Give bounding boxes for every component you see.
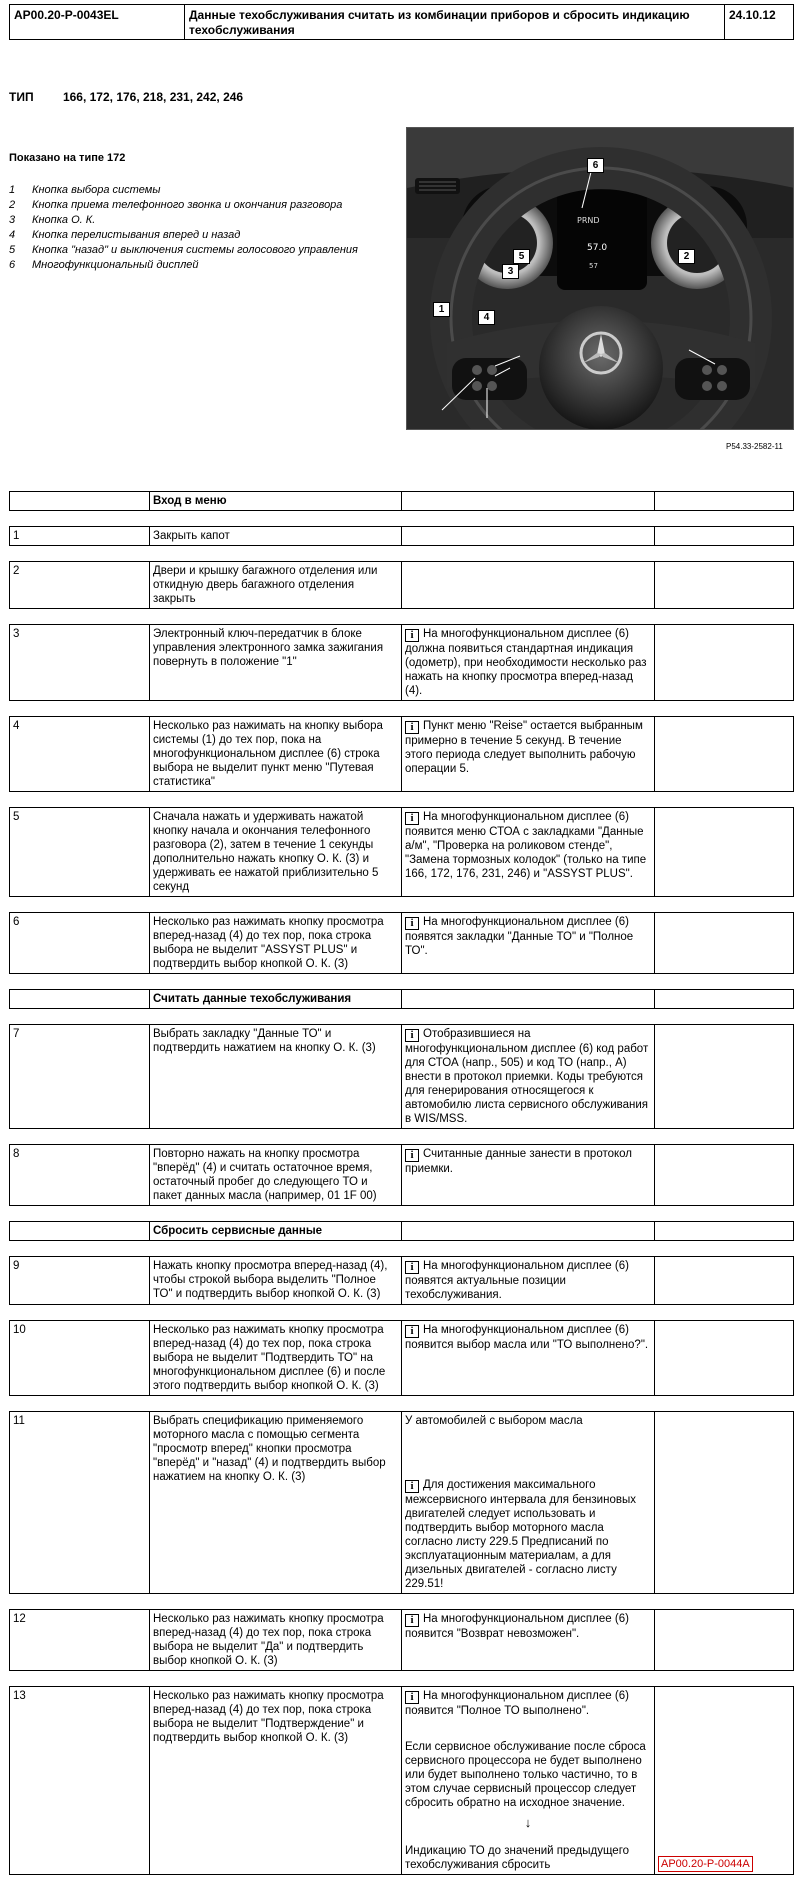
figure-legend xyxy=(9,183,409,273)
step-action: Несколько раз нажимать кнопку просмотра вперед-назад (4) до тех пор, пока строка выбора не выделит "Да" и подтвердить выбор кнопкой О. К. (3) xyxy=(150,1609,402,1671)
step-number: 7 xyxy=(9,1024,150,1129)
step-action: Двери и крышку багажного отделения или откидную дверь багажного отделения закрыть xyxy=(150,561,402,609)
table-row xyxy=(9,1609,794,1671)
figure-caption: P54.33-2582-11 xyxy=(726,442,783,451)
legend-item xyxy=(9,228,409,243)
legend-text: Кнопка перелистывания вперед и назад xyxy=(32,229,241,241)
legend-number: 3 xyxy=(9,214,16,226)
step-number: 13 xyxy=(9,1686,150,1875)
vehicle-types xyxy=(9,90,243,105)
step-note: i Отобразившиеся на многофункциональном дисплее (6) код работ для СТОА (напр., 505) и код ТО (напр., А) внести в протокол приемки. Коды требуются для генерирования относящегося к автомобилю листа сервисного обслуживания в WIS/MSS. xyxy=(402,1024,655,1129)
step-number: 11 xyxy=(9,1411,150,1594)
table-row xyxy=(9,526,794,546)
step-note: i Пункт меню "Reise" остается выбранным примерно в течение 5 секунд. В течение этого периода следует выполнить рабочую операции 5. xyxy=(402,716,655,792)
legend-item xyxy=(9,243,409,258)
type-values: 166, 172, 176, 218, 231, 242, 246 xyxy=(62,90,244,104)
info-icon: i xyxy=(405,1029,419,1042)
document-reference-link[interactable]: AP00.20-P-0044A xyxy=(658,1856,753,1872)
legend-number: 4 xyxy=(9,229,16,241)
figure-marker-4: 4 xyxy=(478,310,495,325)
table-row xyxy=(9,1320,794,1396)
step-action: Сначала нажать и удерживать нажатой кнопку начала и окончания телефонного разговора (2), затем в течение 1 секунды дополнительно нажать кнопку О. К. (3) и удерживать ее нажатой приблизительно 5 секунд xyxy=(150,807,402,897)
step-note: i Считанные данные занести в протокол приемки. xyxy=(402,1144,655,1206)
step-action: Повторно нажать на кнопку просмотра "вперёд" (4) и считать остаточное время, остаточный пробег до следующего ТО и пакет данных масла (например, 01 1F 00) xyxy=(150,1144,402,1206)
step-note: i На многофункциональном дисплее (6) появится выбор масла или "ТО выполнено?". xyxy=(402,1320,655,1396)
document-header xyxy=(9,4,794,40)
figure-marker-6: 6 xyxy=(587,158,604,173)
document-id: AP00.20-P-0043EL xyxy=(10,5,185,39)
table-row xyxy=(9,1686,794,1875)
figure-marker-5: 5 xyxy=(513,249,530,264)
step-number: 5 xyxy=(9,807,150,897)
section-heading: Вход в меню xyxy=(150,491,402,511)
legend-text: Кнопка приема телефонного звонка и окончания разговора xyxy=(32,199,343,211)
legend-number: 1 xyxy=(9,184,16,196)
table-row xyxy=(9,912,794,974)
svg-text:PRND: PRND xyxy=(577,216,600,225)
info-icon: i xyxy=(405,1261,419,1274)
section-heading: Сбросить сервисные данные xyxy=(150,1221,402,1241)
table-row xyxy=(9,807,794,897)
steering-wheel-figure xyxy=(406,127,794,430)
step-action: Выбрать спецификацию применяемого моторного масла с помощью сегмента "просмотр вперед" кнопки просмотра "вперёд" и "назад" (4) и подтвердить выбор нажатием на кнопку О. К. (3) xyxy=(150,1411,402,1594)
info-icon: i xyxy=(405,1480,419,1493)
legend-number: 5 xyxy=(9,244,16,256)
step-note: i На многофункциональном дисплее (6) появится меню СТОА с закладками "Данные а/м", "Проверка на роликовом стенде", "Замена тормозных колодок" (только на типе 166, 172, 176, 231, 246) и "ASSYST PLUS". xyxy=(402,807,655,897)
step-action: Закрыть капот xyxy=(150,526,402,546)
info-icon: i xyxy=(405,812,419,825)
step-note: i На многофункциональном дисплее (6) появится "Возврат невозможен". xyxy=(402,1609,655,1671)
legend-number: 2 xyxy=(9,199,16,211)
step-number: 2 xyxy=(9,561,150,609)
section-heading: Считать данные техобслуживания xyxy=(150,989,402,1009)
step-number: 12 xyxy=(9,1609,150,1671)
svg-text:57.0: 57.0 xyxy=(587,243,608,253)
legend-text: Кнопка "назад" и выключения системы голосового управления xyxy=(32,244,358,256)
table-row xyxy=(9,561,794,609)
legend-number: 6 xyxy=(9,259,16,271)
type-label: ТИП xyxy=(9,90,34,104)
info-icon: i xyxy=(405,1325,419,1338)
section-row-menu xyxy=(9,491,794,511)
step-action: Несколько раз нажимать кнопку просмотра вперед-назад (4) до тех пор, пока строка выбора не выделит "Подтвердить ТО" на многофункциональном дисплее (6) и после этого подтвердить выбор кнопкой О. К. (3) xyxy=(150,1320,402,1396)
legend-item xyxy=(9,258,409,273)
legend-item xyxy=(9,213,409,228)
document-date: 24.10.12 xyxy=(729,8,776,22)
figure-marker-1: 1 xyxy=(433,302,450,317)
figure-marker-3: 3 xyxy=(502,264,519,279)
note-paragraph: Индикацию ТО до значений предыдущего техобслуживания сбросить xyxy=(405,1845,630,1871)
right-button-cluster xyxy=(675,358,750,400)
legend-text: Кнопка выбора системы xyxy=(32,184,161,196)
svg-text:57: 57 xyxy=(589,262,598,270)
left-button-cluster xyxy=(452,358,527,400)
step-note: i На многофункциональном дисплее (6) появятся закладки "Данные ТО" и "Полное ТО". xyxy=(402,912,655,974)
table-row xyxy=(9,716,794,792)
section-row-read xyxy=(9,989,794,1009)
info-icon: i xyxy=(405,629,419,642)
info-icon: i xyxy=(405,1149,419,1162)
step-number: 8 xyxy=(9,1144,150,1206)
info-icon: i xyxy=(405,1691,419,1704)
section-row-reset xyxy=(9,1221,794,1241)
info-icon: i xyxy=(405,721,419,734)
document-title: Данные техобслуживания считать из комбинации приборов и сбросить индикацию техобслуживания xyxy=(185,5,725,39)
step-note: У автомобилей с выбором масла i Для достижения максимального межсервисного интервала для бензиновых двигателей следует использовать и подтвердить выбор моторного масла согласно листу 229.5 Предписаний по эксплуатационным материалам, а для дизельных двигателей - согласно листу 229.51! xyxy=(402,1411,655,1594)
info-icon: i xyxy=(405,1614,419,1627)
legend-text: Кнопка О. К. xyxy=(32,214,96,226)
step-number: 9 xyxy=(9,1256,150,1305)
step-number: 3 xyxy=(9,624,150,701)
step-action: Несколько раз нажимать на кнопку выбора системы (1) до тех пор, пока на многофункциональном дисплее (6) строка выбора не выделит пункт меню "Путевая статистика" xyxy=(150,716,402,792)
table-row xyxy=(9,1411,794,1594)
table-row xyxy=(9,1256,794,1305)
step-action: Выбрать закладку "Данные ТО" и подтвердить нажатием на кнопку О. К. (3) xyxy=(150,1024,402,1129)
step-action: Несколько раз нажимать кнопку просмотра вперед-назад (4) до тех пор, пока строка выбора не выделит "ASSYST PLUS" и подтвердить выбор кнопкой О. К. (3) xyxy=(150,912,402,974)
procedure-table xyxy=(9,476,794,1890)
note-paragraph: Если сервисное обслуживание после сброса сервисного процессора не будет выполнено или будет выполнено только частично, то в этом случае сервисный процессор следует сбросить обратно на исходное значение. xyxy=(405,1741,646,1809)
info-icon: i xyxy=(405,917,419,930)
legend-item xyxy=(9,198,409,213)
note-heading: У автомобилей с выбором масла xyxy=(405,1415,583,1427)
table-row xyxy=(9,624,794,701)
step-note: i На многофункциональном дисплее (6) должна появиться стандартная индикация (одометр), при необходимости несколько раз нажать на кнопку просмотра вперед-назад (4). xyxy=(402,624,655,701)
table-row xyxy=(9,1024,794,1129)
step-note: i На многофункциональном дисплее (6) появятся актуальные позиции техобслуживания. xyxy=(402,1256,655,1305)
step-action: Нажать кнопку просмотра вперед-назад (4), чтобы строкой выбора выделить "Полное ТО" и подтвердить выбор кнопкой О. К. (3) xyxy=(150,1256,402,1305)
step-note: i На многофункциональном дисплее (6) появится "Полное ТО выполнено". Если сервисное обслуживание после сброса сервисного процессора не будет выполнено или будет выполнено только частично, то в этом случае сервисный процессор следует сбросить обратно на исходное значение. ↓ Индикацию ТО до значений предыдущего техобслуживания сбросить xyxy=(402,1686,655,1875)
steering-wheel-illustration xyxy=(407,128,794,430)
legend-text: Многофункциональный дисплей xyxy=(32,259,199,271)
figure-marker-2: 2 xyxy=(678,249,695,264)
vent-icon xyxy=(415,178,460,194)
step-action: Электронный ключ-передатчик в блоке управления электронного замка зажигания повернуть в положение "1" xyxy=(150,624,402,701)
step-number: 6 xyxy=(9,912,150,974)
step-number: 1 xyxy=(9,526,150,546)
step-number: 10 xyxy=(9,1320,150,1396)
step-number: 4 xyxy=(9,716,150,792)
step-action: Несколько раз нажимать кнопку просмотра вперед-назад (4) до тех пор, пока строка выбора не выделит "Подтверждение" и подтвердить выбор кнопкой О. К. (3) xyxy=(150,1686,402,1875)
legend-item xyxy=(9,183,409,198)
multifunction-display xyxy=(557,190,647,290)
table-row xyxy=(9,1144,794,1206)
shown-on-label: Показано на типе 172 xyxy=(9,152,126,164)
arrow-down-icon: ↓ xyxy=(524,1815,532,1830)
